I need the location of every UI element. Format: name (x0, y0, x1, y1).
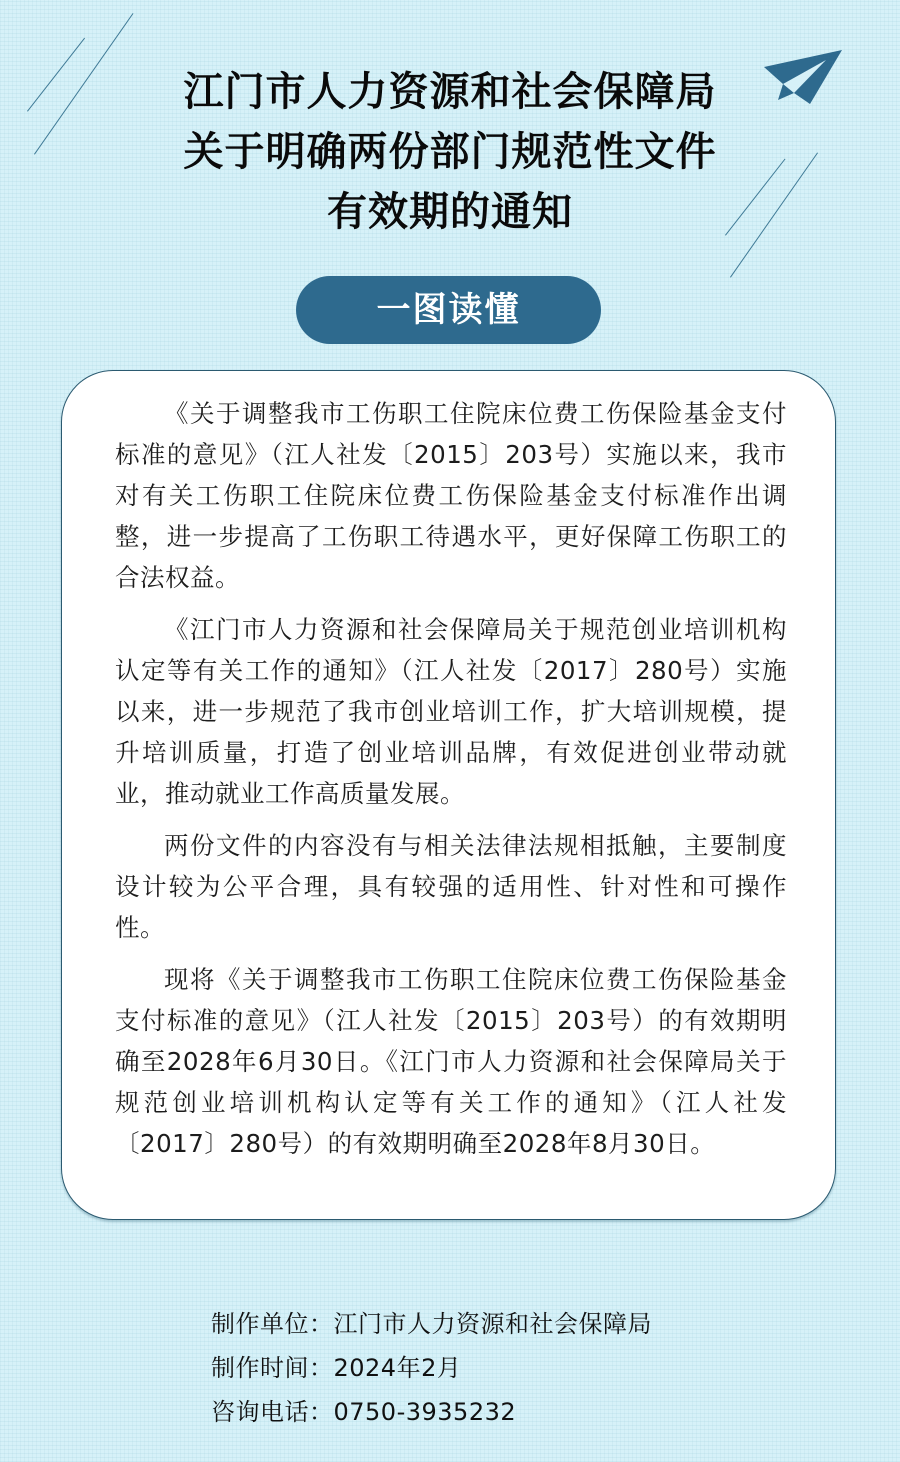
footer-label: 制作时间： (211, 1354, 334, 1382)
title-line-1: 江门市人力资源和社会保障局 (183, 69, 717, 115)
paragraph-3: 两份文件的内容没有与相关法律法规相抵触，主要制度设计较为公平合理，具有较强的适用性、针对性和可操作性。 (115, 831, 787, 942)
footer-value: 江门市人力资源和社会保障局 (333, 1310, 652, 1338)
footer-label: 制作单位： (211, 1310, 334, 1338)
footer-label: 咨询电话： (211, 1398, 334, 1426)
card-body (115, 393, 787, 1175)
footer-info (211, 1302, 652, 1434)
page-title (0, 62, 900, 242)
footer-row-date (211, 1346, 652, 1390)
footer-row-producer (211, 1302, 652, 1346)
section-badge: 一图读懂 (296, 276, 601, 344)
footer-row-phone (211, 1390, 652, 1434)
paragraph-2: 《江门市人力资源和社会保障局关于规范创业培训机构认定等有关工作的通知》（江人社发〔2017〕280号）实施以来，进一步规范了我市创业培训工作，扩大培训规模，提升培训质量，打造了创业培训品牌，有效促进创业带动就业，推动就业工作高质量发展。 (115, 615, 787, 808)
footer-value: 0750-3935232 (333, 1398, 517, 1426)
title-line-2: 关于明确两份部门规范性文件 (183, 129, 717, 175)
title-line-3: 有效期的通知 (327, 189, 573, 235)
footer-value: 2024年2月 (333, 1354, 462, 1382)
paragraph-1: 《关于调整我市工伤职工住院床位费工伤保险基金支付标准的意见》（江人社发〔2015〕203号）实施以来，我市对有关工伤职工住院床位费工伤保险基金支付标准作出调整，进一步提高了工伤职工待遇水平，更好保障工伤职工的合法权益。 (115, 399, 787, 592)
content-card (61, 370, 836, 1220)
paragraph-4: 现将《关于调整我市工伤职工住院床位费工伤保险基金支付标准的意见》（江人社发〔2015〕203号）的有效期明确至2028年6月30日。《江门市人力资源和社会保障局关于规范创业培训机构认定等有关工作的通知》（江人社发〔2017〕280号）的有效期明确至2028年8月30日。 (115, 965, 787, 1158)
